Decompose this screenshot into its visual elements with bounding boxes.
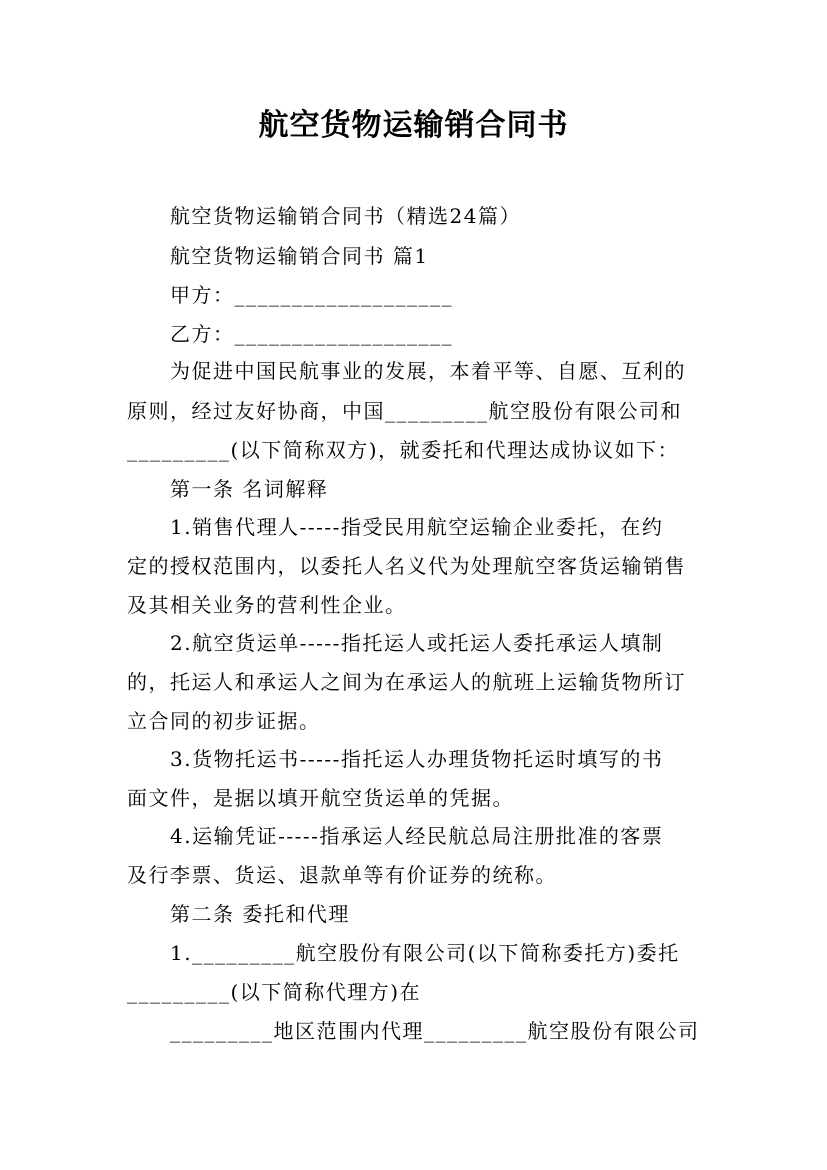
paragraph-line: 面文件，是据以填开航空货运单的凭据。 xyxy=(127,786,514,810)
article-heading: 第一条 名词解释 xyxy=(170,477,329,501)
article-heading: 第二条 委托和代理 xyxy=(170,902,350,926)
paragraph-line: _________(以下简称双方)，就委托和代理达成协议如下： xyxy=(127,438,680,462)
paragraph-line: 2.航空货运单-----指托运人或托运人委托承运人填制 xyxy=(170,631,664,655)
paragraph-line: 1.销售代理人-----指受民用航空运输企业委托，在约 xyxy=(170,515,664,539)
paragraph-line: 立合同的初步证据。 xyxy=(127,709,321,733)
subtitle-line: 航空货物运输销合同书（精选24篇） xyxy=(170,204,521,228)
party-b-line: 乙方：___________________ xyxy=(170,322,453,346)
paragraph-line: 及行李票、货运、退款单等有价证券的统称。 xyxy=(127,863,557,887)
document-title: 航空货物运输销合同书 xyxy=(258,108,569,143)
section-heading: 航空货物运输销合同书 篇1 xyxy=(170,244,429,268)
paragraph-line: 及其相关业务的营利性企业。 xyxy=(127,593,407,617)
paragraph-line: 1._________航空股份有限公司(以下简称委托方)委托 xyxy=(170,941,680,965)
paragraph-line: 的，托运人和承运人之间为在承运人的航班上运输货物所订 xyxy=(127,670,686,694)
paragraph-line: _________地区范围内代理_________航空股份有限公司 xyxy=(170,1019,700,1043)
paragraph-line: 定的授权范围内，以委托人名义代为处理航空客货运输销售 xyxy=(127,554,686,578)
paragraph-line: 原则，经过友好协商，中国_________航空股份有限公司和 xyxy=(127,399,682,423)
paragraph-line: 3.货物托运书-----指托运人办理货物托运时填写的书 xyxy=(170,747,664,771)
paragraph-line: _________(以下简称代理方)在 xyxy=(127,980,422,1004)
party-a-line: 甲方：___________________ xyxy=(170,283,453,307)
paragraph-line: 为促进中国民航事业的发展，本着平等、自愿、互利的 xyxy=(170,359,686,383)
paragraph-line: 4.运输凭证-----指承运人经民航总局注册批准的客票 xyxy=(170,824,664,848)
